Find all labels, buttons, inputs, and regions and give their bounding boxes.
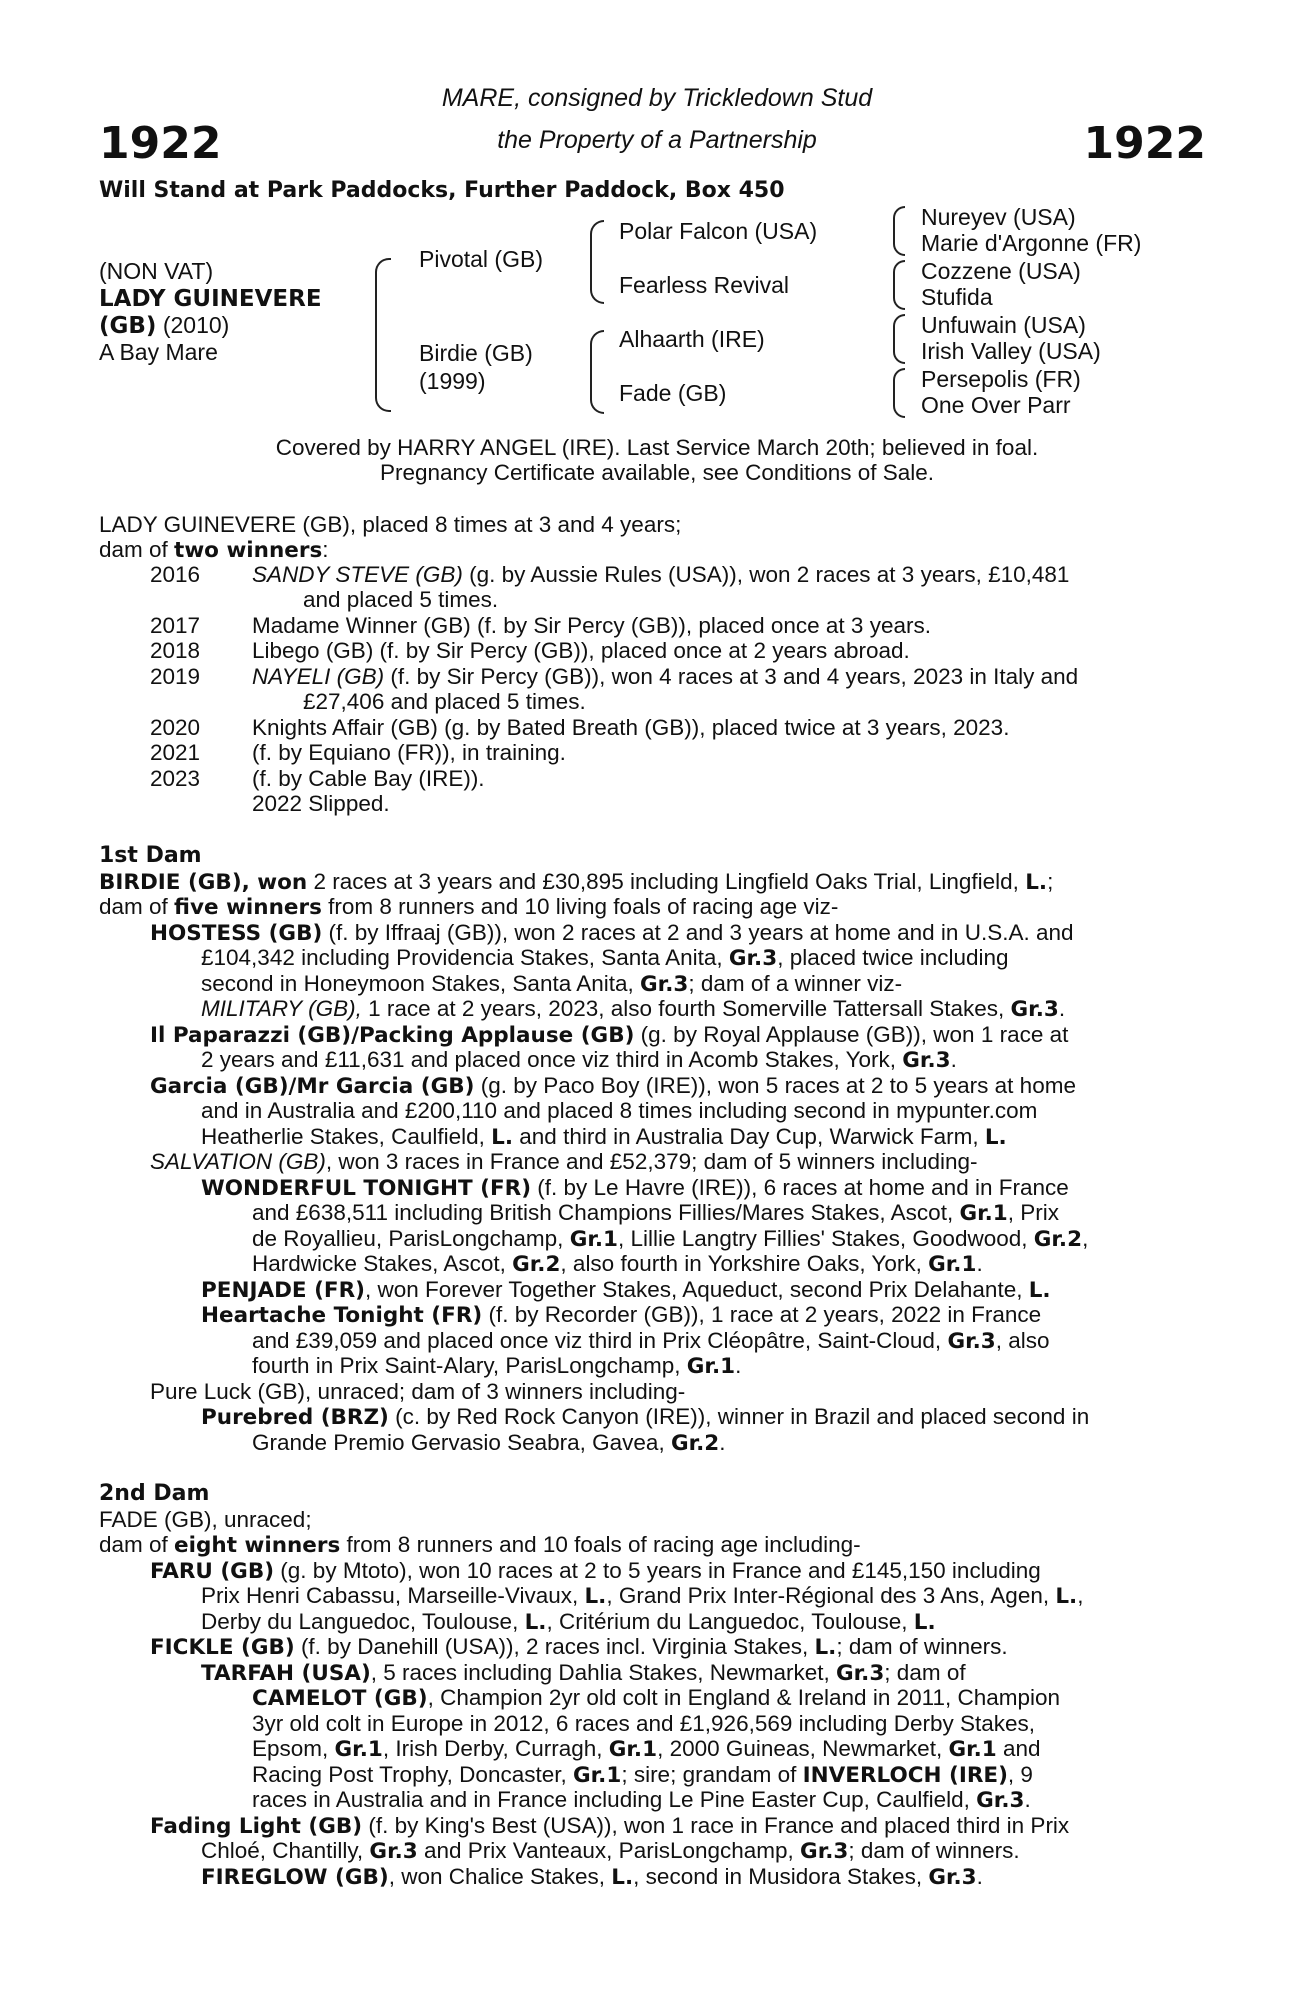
- produce-year: 2018: [150, 638, 201, 663]
- second-dam-line: dam of eight winners from 8 runners and 10 foals of racing age including-: [99, 1532, 861, 1558]
- camelot-line: Racing Post Trophy, Doncaster, Gr.1; sire; grandam of INVERLOCH (IRE), 9: [252, 1762, 1033, 1788]
- vat-status: (NON VAT): [99, 258, 214, 284]
- dam-brace: [590, 330, 604, 414]
- produce-entry: Libego (GB) (f. by Sir Percy (GB)), placed once at 2 years abroad.: [252, 638, 910, 663]
- produce-year: 2023: [150, 766, 201, 791]
- wonderful-tonight-line: and £638,511 including British Champions Fillies/Mares Stakes, Ascot, Gr.1, Prix: [252, 1200, 1060, 1226]
- pedigree-g3-7: Persepolis (FR): [921, 366, 1081, 392]
- first-dam-line: BIRDIE (GB), won 2 races at 3 years and £30,895 including Lingfield Oaks Trial, Lingfield, L.;: [99, 869, 1054, 895]
- hostess-line: HOSTESS (GB) (f. by Iffraaj (GB)), won 2 races at 2 and 3 years at home and in U.S.A. and: [150, 920, 1074, 946]
- garcia-line: Heatherlie Stakes, Caulfield, L. and third in Australia Day Cup, Warwick Farm, L.: [201, 1124, 1007, 1150]
- camelot-line: 3yr old colt in Europe in 2012, 6 races and £1,926,569 including Derby Stakes,: [252, 1711, 1035, 1736]
- heartache-tonight-line: and £39,059 and placed once viz third in Prix Cléopâtre, Saint-Cloud, Gr.3, also: [252, 1328, 1050, 1354]
- produce-year: 2016: [150, 562, 201, 587]
- produce-year: 2017: [150, 613, 201, 638]
- brace-4: [893, 368, 905, 418]
- heartache-tonight-line: fourth in Prix Saint-Alary, ParisLongchamp, Gr.1.: [252, 1353, 742, 1379]
- wonderful-tonight-line: de Royallieu, ParisLongchamp, Gr.1, Lillie Langtry Fillies' Stakes, Goodwood, Gr.2,: [252, 1226, 1089, 1252]
- second-dam-heading: 2nd Dam: [99, 1481, 210, 1506]
- lot-number-right: 1922: [1083, 118, 1206, 169]
- camelot-line: races in Australia and in France including Le Pine Easter Cup, Caulfield, Gr.3.: [252, 1787, 1031, 1813]
- produce-entry: Knights Affair (GB) (g. by Bated Breath (GB)), placed twice at 3 years, 2023.: [252, 715, 1010, 740]
- camelot-line: Epsom, Gr.1, Irish Derby, Curragh, Gr.1, 2000 Guineas, Newmarket, Gr.1 and: [252, 1736, 1041, 1762]
- fading-light-line: Chloé, Chantilly, Gr.3 and Prix Vanteaux, ParisLongchamp, Gr.3; dam of winners.: [201, 1838, 1020, 1864]
- garcia-line: Garcia (GB)/Mr Garcia (GB) (g. by Paco Boy (IRE)), won 5 races at 2 to 5 years at home: [150, 1073, 1076, 1099]
- paparazzi-line: Il Paparazzi (GB)/Packing Applause (GB) (g. by Royal Applause (GB)), won 1 race at: [150, 1022, 1069, 1048]
- stand-location: Will Stand at Park Paddocks, Further Paddock, Box 450: [99, 178, 785, 203]
- pedigree-g3-8: One Over Parr: [921, 392, 1071, 418]
- pedigree-g3-1: Nureyev (USA): [921, 204, 1076, 230]
- faru-line: FARU (GB) (g. by Mtoto), won 10 races at 2 to 5 years in France and £145,150 including: [150, 1558, 1041, 1584]
- covered-line: Covered by HARRY ANGEL (IRE). Last Service March 20th; believed in foal.: [275, 435, 1039, 460]
- penjade-line: PENJADE (FR), won Forever Together Stakes, Aqueduct, second Prix Delahante, L.: [201, 1277, 1051, 1303]
- faru-line: Prix Henri Cabassu, Marseille-Vivaux, L., Grand Prix Inter-Régional des 3 Ans, Agen, L.,: [201, 1583, 1084, 1609]
- sire: Pivotal (GB): [419, 246, 543, 272]
- produce-entry: Madame Winner (GB) (f. by Sir Percy (GB)), placed once at 3 years.: [252, 613, 931, 638]
- produce-dam-of: dam of two winners:: [99, 537, 329, 563]
- paparazzi-line: 2 years and £11,631 and placed once viz third in Acomb Stakes, York, Gr.3.: [201, 1047, 957, 1073]
- heartache-tonight-line: Heartache Tonight (FR) (f. by Recorder (GB)), 1 race at 2 years, 2022 in France: [201, 1302, 1042, 1328]
- purebred-line: Purebred (BRZ) (c. by Red Rock Canyon (IRE)), winner in Brazil and placed second in: [201, 1404, 1090, 1430]
- first-dam-line: dam of five winners from 8 runners and 10 living foals of racing age viz-: [99, 894, 839, 920]
- produce-entry-cont: and placed 5 times.: [303, 587, 499, 612]
- brace-3: [893, 314, 905, 364]
- brace-2: [893, 260, 905, 310]
- camelot-line: CAMELOT (GB), Champion 2yr old colt in England & Ireland in 2011, Champion: [252, 1685, 1061, 1711]
- first-dam-heading: 1st Dam: [99, 843, 202, 868]
- dam-dam: Fade (GB): [619, 380, 727, 406]
- dam-sire: Alhaarth (IRE): [619, 326, 765, 352]
- tarfah-line: TARFAH (USA), 5 races including Dahlia Stakes, Newmarket, Gr.3; dam of: [201, 1660, 966, 1686]
- brace-1: [893, 206, 905, 256]
- consignor-line: MARE, consigned by Trickledown Stud: [441, 84, 873, 112]
- produce-year: 2020: [150, 715, 201, 740]
- second-dam-line: FADE (GB), unraced;: [99, 1507, 312, 1532]
- lot-number-left: 1922: [99, 118, 222, 169]
- pedigree-g3-4: Stufida: [921, 284, 993, 310]
- faru-line: Derby du Languedoc, Toulouse, L., Critérium du Languedoc, Toulouse, L.: [201, 1609, 936, 1635]
- garcia-line: and in Australia and £200,110 and placed 8 times including second in mypunter.com: [201, 1098, 1038, 1123]
- hostess-line: £104,342 including Providencia Stakes, Santa Anita, Gr.3, placed twice including: [201, 945, 1009, 971]
- pure-luck-line: Pure Luck (GB), unraced; dam of 3 winners including-: [150, 1379, 686, 1404]
- pedigree-brace: [375, 258, 391, 412]
- wonderful-tonight-line: WONDERFUL TONIGHT (FR) (f. by Le Havre (IRE)), 6 races at home and in France: [201, 1175, 1069, 1201]
- fireglow-line: FIREGLOW (GB), won Chalice Stakes, L., second in Musidora Stakes, Gr.3.: [201, 1864, 983, 1890]
- produce-entry-cont: £27,406 and placed 5 times.: [303, 689, 586, 714]
- dam-year: (1999): [419, 368, 486, 394]
- sire-brace: [590, 220, 604, 304]
- produce-entry: NAYELI (GB) (f. by Sir Percy (GB)), won 4 races at 3 and 4 years, 2023 in Italy and: [252, 664, 1079, 689]
- pedigree-g3-6: Irish Valley (USA): [921, 338, 1101, 364]
- pregnancy-line: Pregnancy Certificate available, see Conditions of Sale.: [379, 460, 935, 485]
- pedigree-g3-2: Marie d'Argonne (FR): [921, 230, 1142, 256]
- hostess-line: second in Honeymoon Stakes, Santa Anita, Gr.3; dam of a winner viz-: [201, 971, 903, 997]
- produce-entry: (f. by Cable Bay (IRE)).: [252, 766, 485, 791]
- mare-name: LADY GUINEVERE: [99, 286, 322, 312]
- mare-description: A Bay Mare: [99, 339, 218, 365]
- sire-dam: Fearless Revival: [619, 272, 789, 298]
- produce-intro: LADY GUINEVERE (GB), placed 8 times at 3 and 4 years;: [99, 512, 682, 537]
- produce-entry: (f. by Equiano (FR)), in training.: [252, 740, 566, 765]
- sire-sire: Polar Falcon (USA): [619, 218, 818, 244]
- produce-entry: 2022 Slipped.: [252, 791, 390, 816]
- dam: Birdie (GB): [419, 340, 533, 366]
- pedigree-g3-3: Cozzene (USA): [921, 258, 1081, 284]
- produce-entry: SANDY STEVE (GB) (g. by Aussie Rules (USA)), won 2 races at 3 years, £10,481: [252, 562, 1070, 587]
- wonderful-tonight-line: Hardwicke Stakes, Ascot, Gr.2, also fourth in Yorkshire Oaks, York, Gr.1.: [252, 1251, 983, 1277]
- purebred-line: Grande Premio Gervasio Seabra, Gavea, Gr.2.: [252, 1430, 726, 1456]
- produce-year: 2021: [150, 740, 201, 765]
- produce-year: 2019: [150, 664, 201, 689]
- salvation-line: SALVATION (GB), won 3 races in France and £52,379; dam of 5 winners including-: [150, 1149, 978, 1174]
- pedigree-g3-5: Unfuwain (USA): [921, 312, 1086, 338]
- fickle-line: FICKLE (GB) (f. by Danehill (USA)), 2 races incl. Virginia Stakes, L.; dam of winners.: [150, 1634, 1008, 1660]
- military-line: MILITARY (GB), 1 race at 2 years, 2023, also fourth Somerville Tattersall Stakes, Gr.3.: [201, 996, 1066, 1022]
- property-line: the Property of a Partnership: [497, 126, 817, 154]
- mare-origin: (GB) (2010): [99, 312, 230, 339]
- fading-light-line: Fading Light (GB) (f. by King's Best (USA)), won 1 race in France and placed third in Prix: [150, 1813, 1070, 1839]
